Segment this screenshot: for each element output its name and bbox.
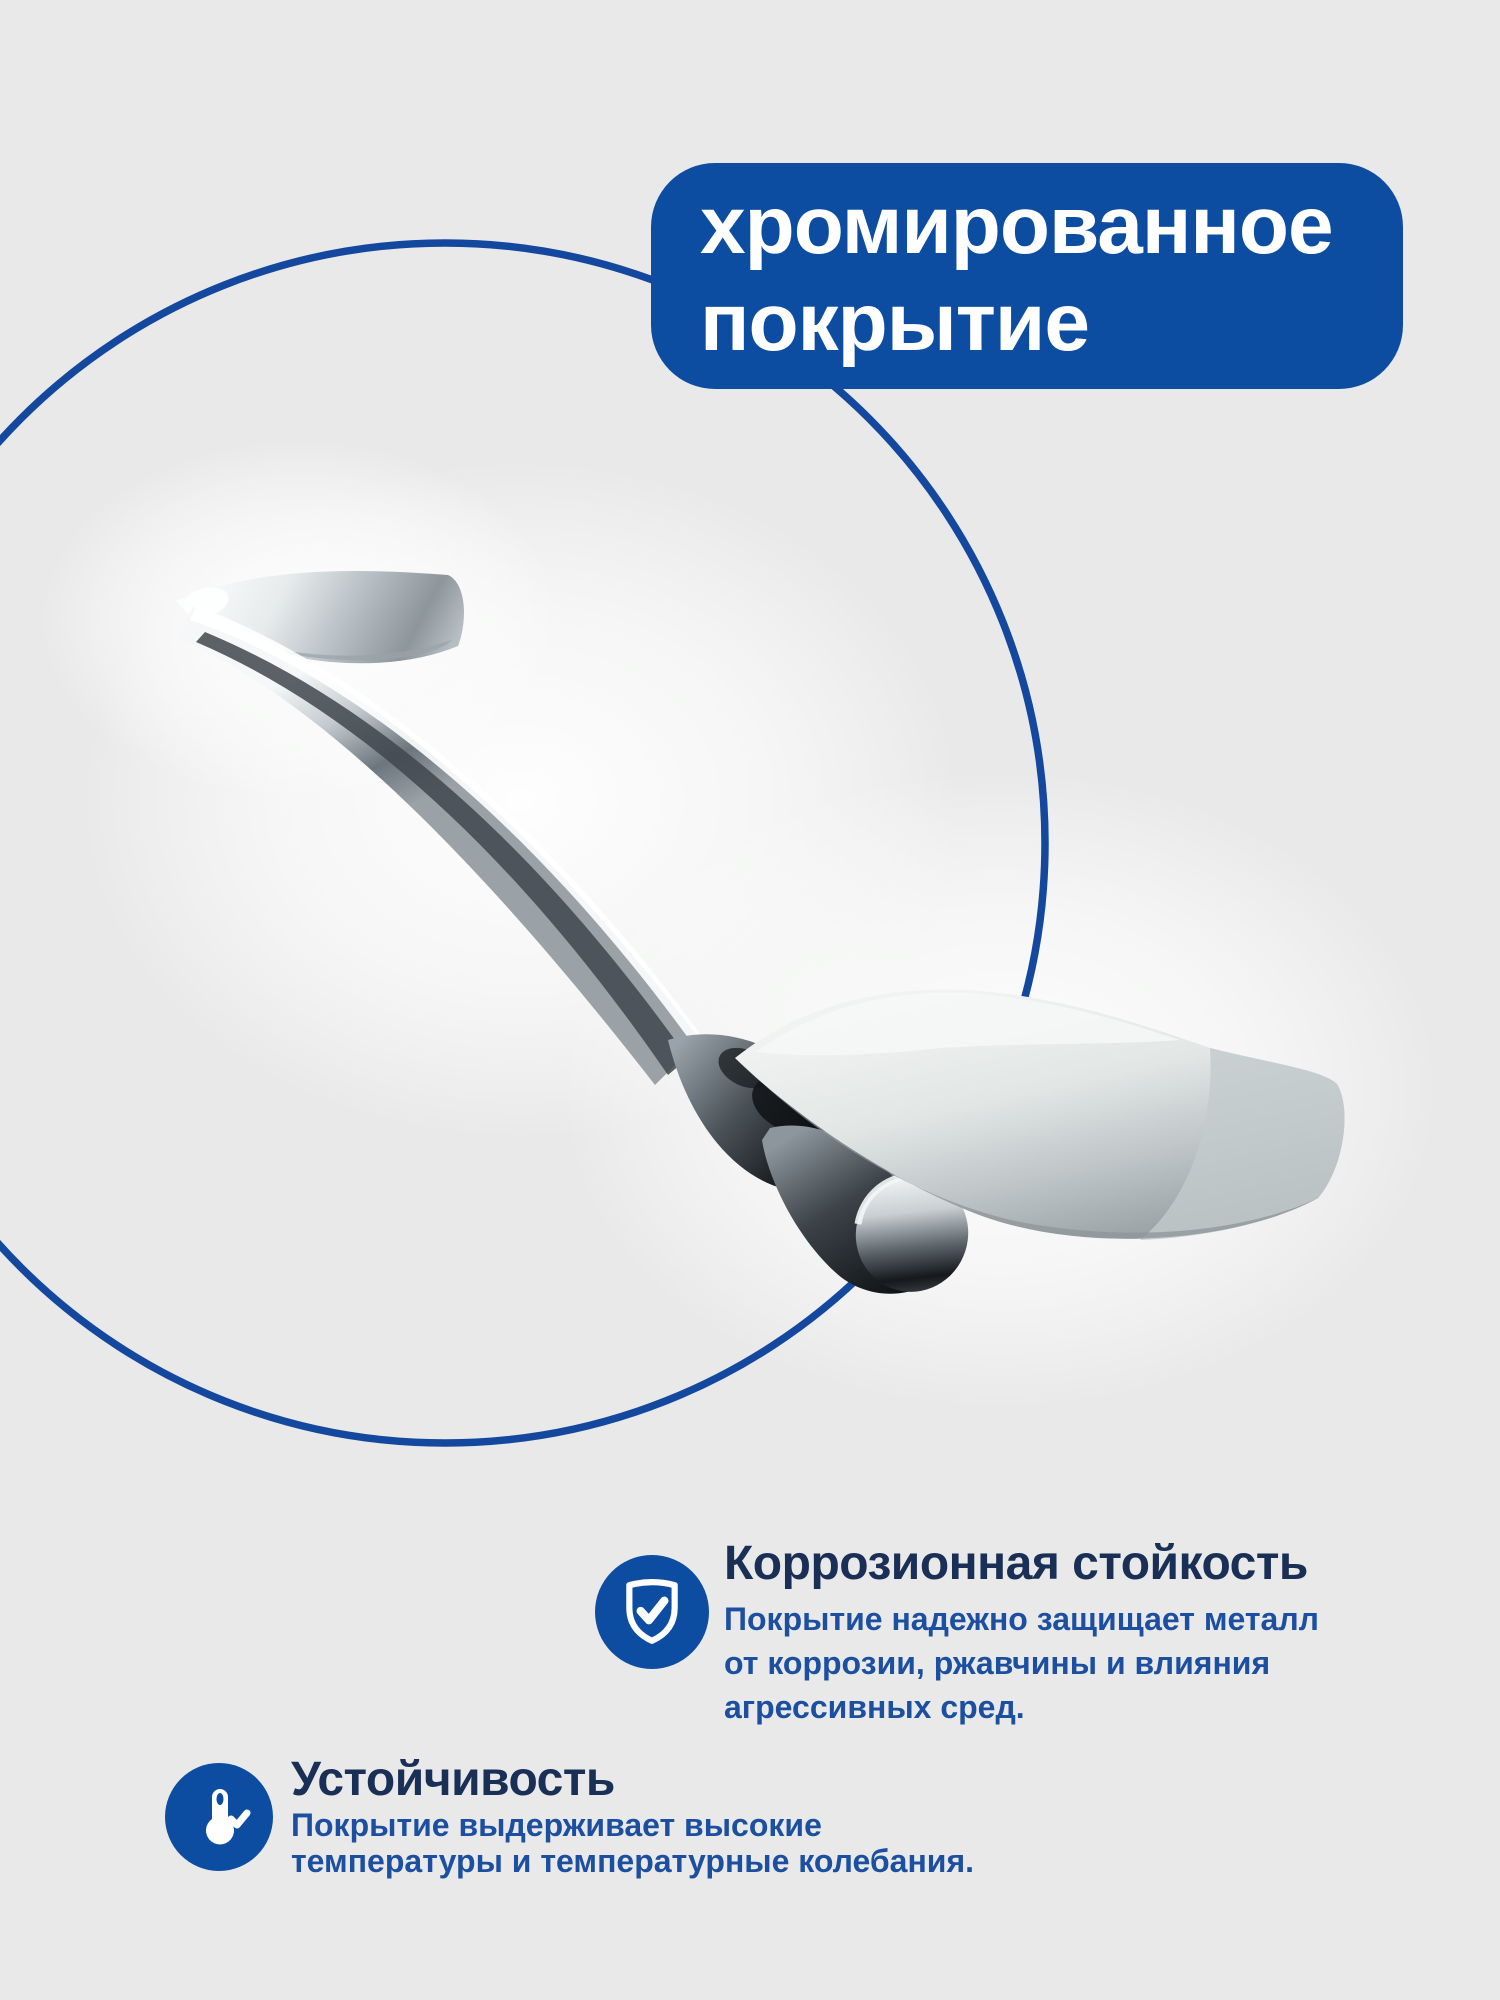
feature-title: Устойчивость	[291, 1753, 615, 1806]
feature-icon-badge	[595, 1555, 709, 1669]
shield-check-icon	[619, 1577, 685, 1647]
feature-icon-badge	[165, 1763, 273, 1871]
feature-description	[291, 1807, 974, 1879]
badge-line-2: покрытие	[700, 277, 1089, 368]
thermometer-check-icon	[187, 1785, 251, 1849]
title-badge	[651, 163, 1403, 389]
feature-description-line: температуры и температурные колебания.	[291, 1843, 975, 1879]
feature-description-line: Покрытие надежно защищает металл	[724, 1601, 1319, 1637]
feature-title: Коррозионная стойкость	[724, 1537, 1308, 1590]
badge-line-1: хромированное	[700, 180, 1333, 271]
feature-description-line: от коррозии, ржавчины и влияния	[724, 1645, 1271, 1681]
feature-description-line: агрессивных сред.	[724, 1689, 1025, 1725]
feature-description-line: Покрытие выдерживает высокие	[291, 1807, 822, 1843]
feature-description	[724, 1597, 1319, 1729]
